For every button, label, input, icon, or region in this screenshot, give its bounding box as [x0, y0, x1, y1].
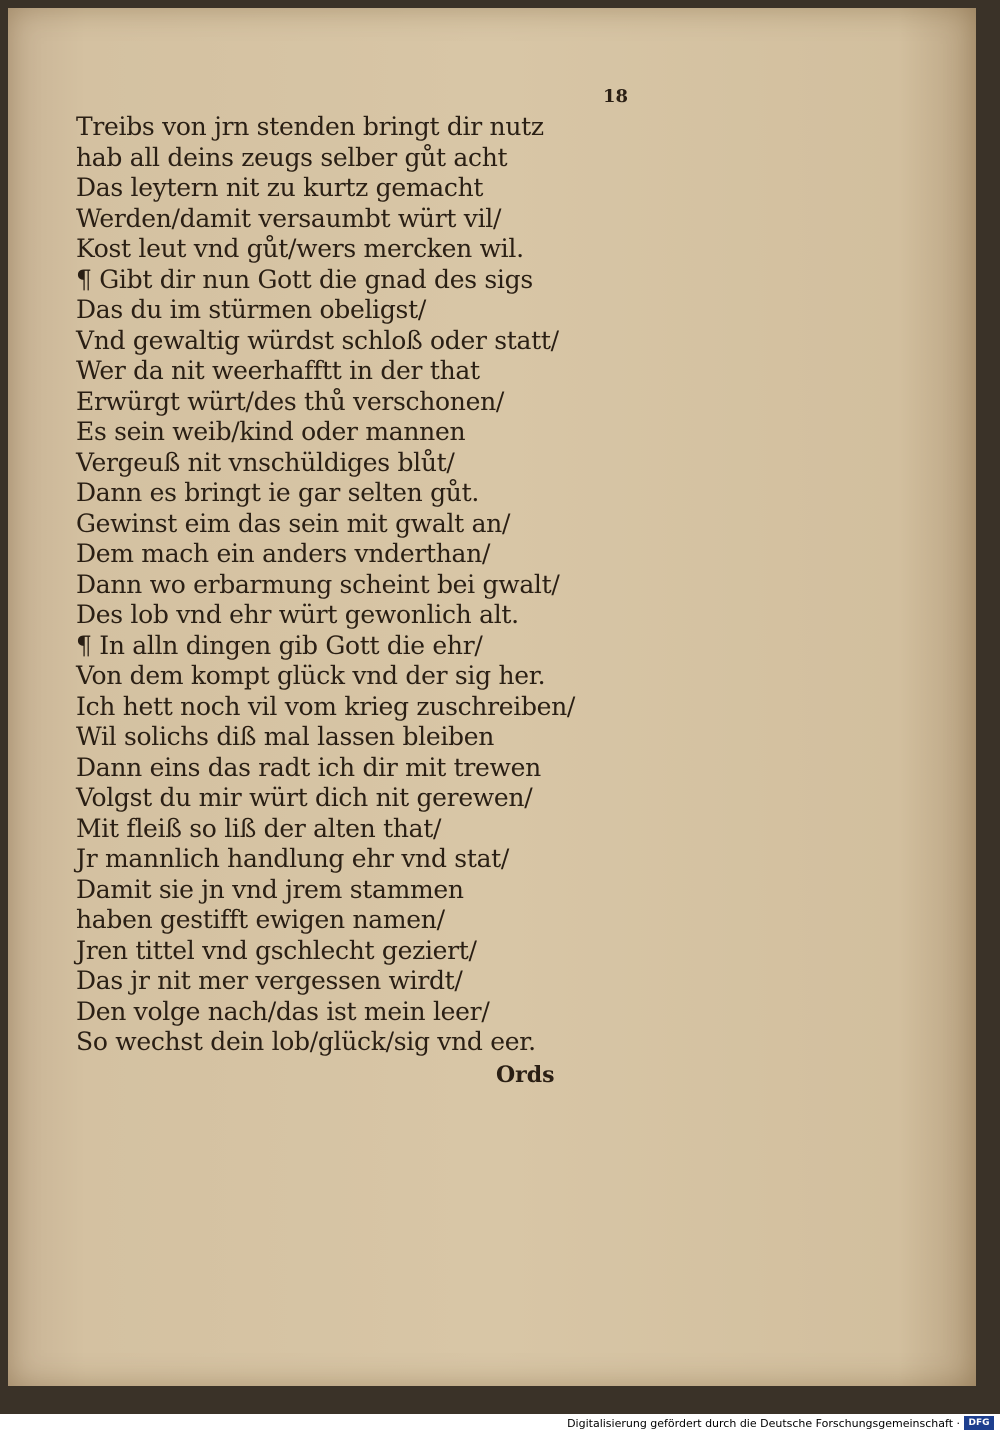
catchword: Ords — [496, 1062, 555, 1088]
verse-line: hab all deins zeugs selber gůt acht — [76, 142, 508, 172]
verse-line: Werden/damit versaumbt würt vil/ — [76, 203, 502, 233]
verse-line: Damit sie jn vnd jrem stammen — [76, 874, 464, 904]
funding-credit: Digitalisierung gefördert durch die Deutsche Forschungsgemeinschaft · — [567, 1417, 960, 1430]
verse-line: ¶ In alln dingen gib Gott die ehr/ — [76, 630, 483, 660]
verse-line: Das leytern nit zu kurtz gemacht — [76, 173, 484, 202]
verse-line: Jren tittel vnd gschlecht geziert/ — [76, 935, 477, 965]
verse-line: Treibs von jrn stenden bringt dir nutz — [76, 112, 544, 141]
verse-line: So wechst dein lob/glück/sig vnd eer. — [76, 1027, 536, 1056]
verse-text-block — [76, 112, 596, 1058]
verse-line: Ich hett noch vil vom krieg zuschreiben/ — [76, 691, 576, 721]
verse-line: Volgst du mir würt dich nit gerewen/ — [76, 783, 533, 812]
verse-line: ¶ Gibt dir nun Gott die gnad des sigs — [76, 264, 533, 294]
verse-line: Mit fleiß so liß der alten that/ — [76, 813, 442, 843]
verse-line: Dann es bringt ie gar selten gůt. — [76, 478, 479, 507]
verse-line: Wil solichs diß mal lassen bleiben — [76, 722, 495, 751]
verse-line: Kost leut vnd gůt/wers mercken wil. — [76, 234, 524, 263]
verse-line: Dann wo erbarmung scheint bei gwalt/ — [76, 569, 560, 599]
verse-line: Das jr nit mer vergessen wirdt/ — [76, 966, 463, 995]
verse-line: Den volge nach/das ist mein leer/ — [76, 996, 490, 1026]
verse-line: Wer da nit weerhafftt in der that — [76, 356, 480, 385]
footer-bar — [0, 1414, 1000, 1434]
verse-line: Erwürgt würt/des thů verschonen/ — [76, 386, 505, 416]
dfg-logo-icon: DFG — [964, 1416, 994, 1430]
verse-line: Das du im stürmen obeligst/ — [76, 295, 426, 324]
verse-line: Von dem kompt glück vnd der sig her. — [76, 661, 546, 690]
verse-line: Dem mach ein anders vnderthan/ — [76, 539, 491, 568]
verse-line: Dann eins das radt ich dir mit trewen — [76, 752, 541, 782]
verse-line: Vergeuß nit vnschüldiges blůt/ — [76, 447, 455, 477]
verse-line: Jr mannlich handlung ehr vnd stat/ — [76, 844, 510, 873]
verse-line: Des lob vnd ehr würt gewonlich alt. — [76, 600, 519, 629]
verse-line: Es sein weib/kind oder mannen — [76, 417, 466, 446]
verse-line: haben gestifft ewigen namen/ — [76, 905, 445, 934]
verse-line: Vnd gewaltig würdst schloß oder statt/ — [76, 325, 559, 355]
verse-line: Gewinst eim das sein mit gwalt an/ — [76, 508, 511, 538]
page-number: 18 — [603, 86, 629, 107]
